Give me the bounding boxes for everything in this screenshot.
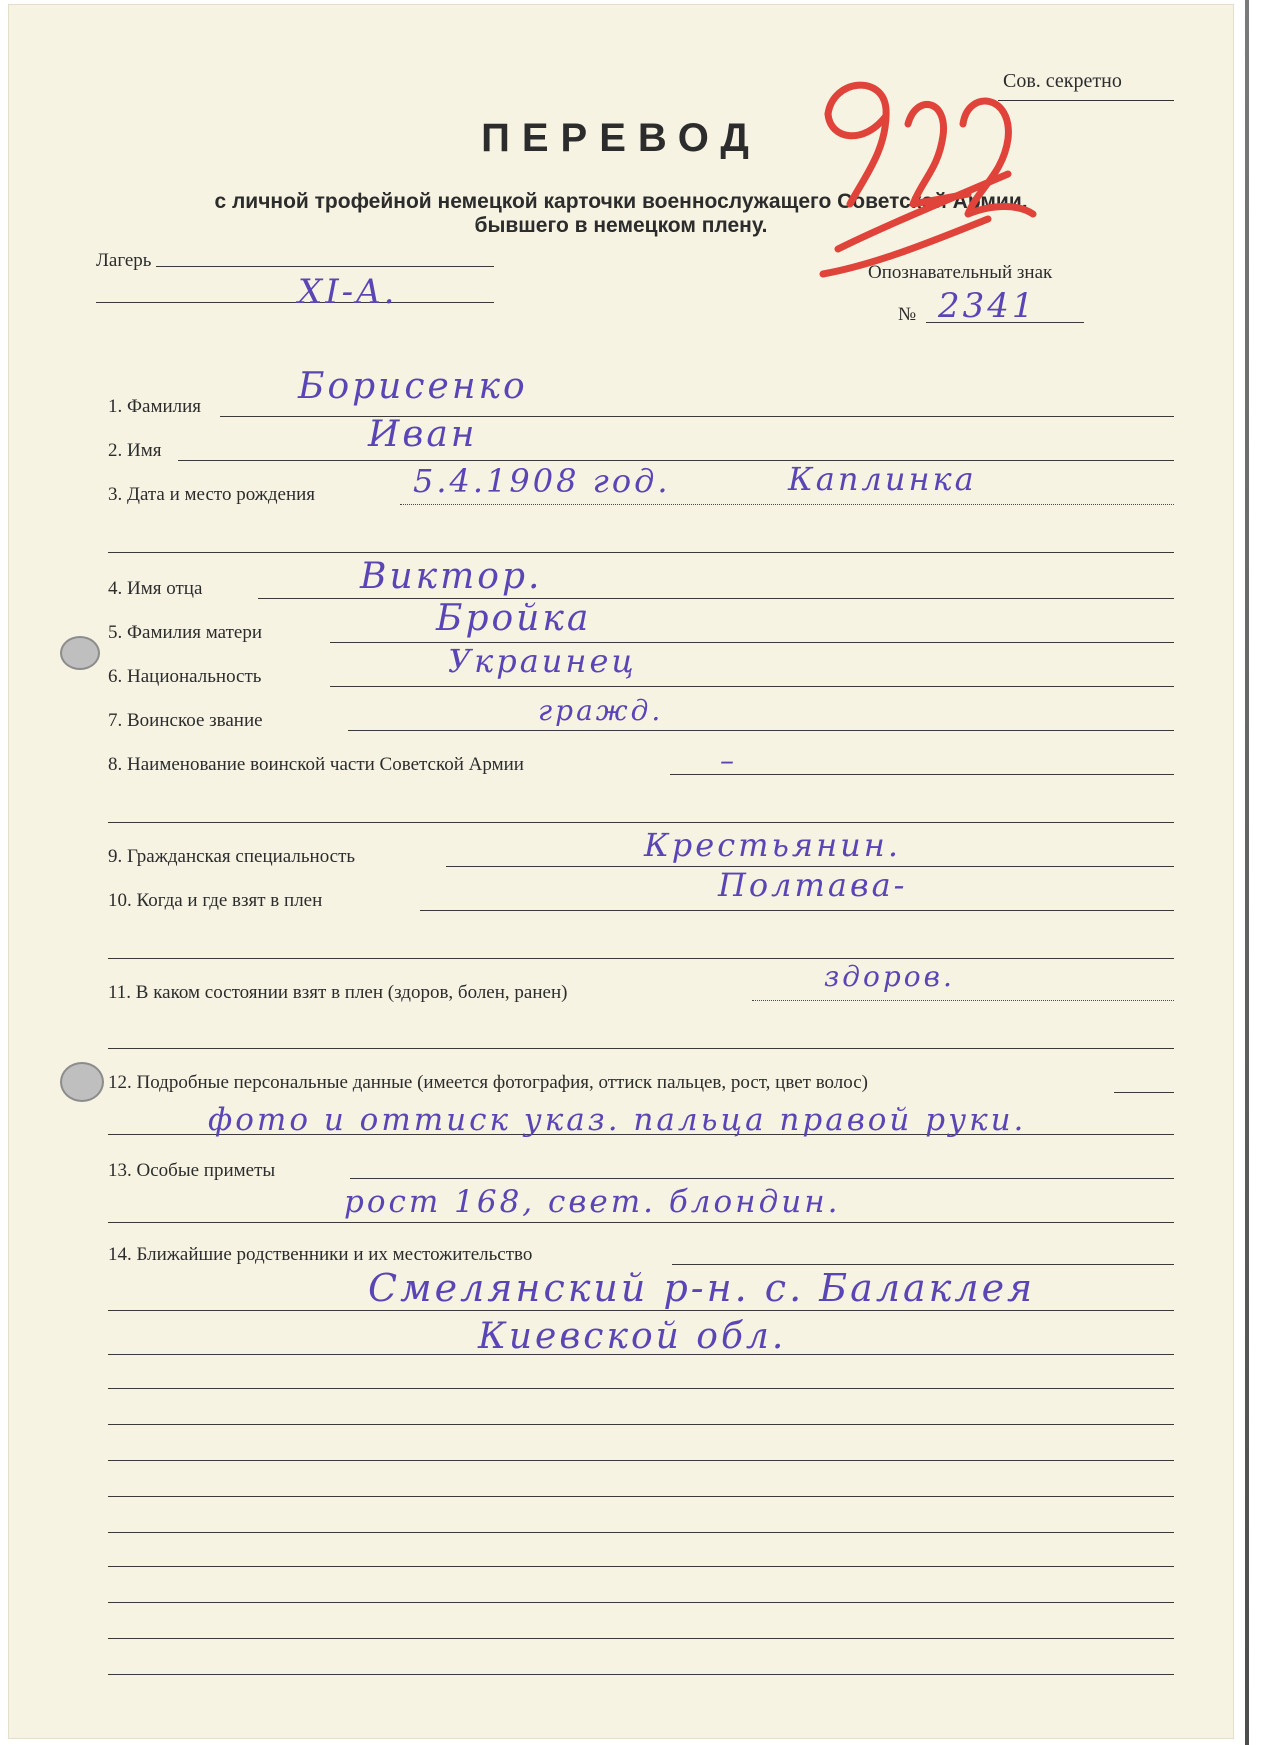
field-6-label: 6. Национальность xyxy=(108,666,262,687)
blank-line xyxy=(108,1388,1174,1389)
field-12-value: фото и оттиск указ. пальца правой руки. xyxy=(208,1102,1027,1138)
field-9-label: 9. Гражданская специальность xyxy=(108,846,356,867)
field-3-line xyxy=(400,504,1174,505)
camp-line-2 xyxy=(96,302,494,303)
field-7-line xyxy=(348,730,1174,731)
id-tag-value: 2341 xyxy=(938,286,1037,326)
field-11-value: здоров. xyxy=(824,960,955,993)
field-14-value-2: Киевской обл. xyxy=(478,1316,787,1357)
field-8-value: – xyxy=(720,744,737,777)
camp-line xyxy=(156,266,494,267)
classification-label: Сов. секретно xyxy=(1003,70,1122,92)
blank-line xyxy=(108,1354,1174,1355)
field-3-value: 5.4.1908 год. xyxy=(413,462,671,500)
field-2-value: Иван xyxy=(368,414,478,455)
field-11-label: 11. В каком состоянии взят в плен (здоров, болен, ранен) xyxy=(108,982,568,1003)
document-sheet xyxy=(8,4,1234,1739)
field-5-label: 5. Фамилия матери xyxy=(108,622,263,643)
blank-line xyxy=(108,1602,1174,1603)
punch-hole-top xyxy=(60,636,100,670)
field-10-label: 10. Когда и где взят в плен xyxy=(108,890,323,911)
subtitle-line-2: бывшего в немецком плену. xyxy=(474,214,768,237)
blank-line xyxy=(108,1674,1174,1675)
field-4-value: Виктор. xyxy=(360,556,543,597)
field-2-label: 2. Имя xyxy=(108,440,162,461)
field-3-label: 3. Дата и место рождения xyxy=(108,484,316,505)
field-5-value: Бройка xyxy=(436,598,592,639)
field-11-line xyxy=(752,1000,1174,1001)
blank-line xyxy=(108,1566,1174,1567)
field-7-label: 7. Воинское звание xyxy=(108,710,263,731)
field-10-line xyxy=(420,910,1174,911)
field-3-line-2 xyxy=(108,552,1174,553)
field-13-value: рост 168, свет. блондин. xyxy=(344,1184,841,1220)
scan-edge xyxy=(1245,0,1249,1745)
field-13-label: 13. Особые приметы xyxy=(108,1160,276,1181)
camp-label: Лагерь xyxy=(96,250,152,271)
punch-hole-bottom xyxy=(60,1062,104,1102)
id-tag-prefix: № xyxy=(898,304,917,325)
page-title: ПЕРЕВОД xyxy=(481,116,761,160)
field-8-line-2 xyxy=(108,822,1174,823)
field-4-line xyxy=(258,598,1174,599)
field-13-line-2 xyxy=(108,1222,1174,1223)
field-14-line xyxy=(672,1264,1174,1265)
field-1-line xyxy=(220,416,1174,417)
field-11-line-2 xyxy=(108,1048,1174,1049)
field-14-value: Смелянский р-н. с. Балаклея xyxy=(368,1266,1036,1310)
field-2-line xyxy=(178,460,1174,461)
blank-line xyxy=(108,1532,1174,1533)
field-6-value: Украинец xyxy=(448,642,637,680)
subtitle-line-1: с личной трофейной немецкой карточки военнослужащего Советской Армии, xyxy=(214,190,1028,213)
blank-line xyxy=(108,1638,1174,1639)
blank-line xyxy=(108,1424,1174,1425)
field-4-label: 4. Имя отца xyxy=(108,578,203,599)
field-7-value: гражд. xyxy=(538,694,664,727)
camp-value: XI-A. xyxy=(298,272,398,312)
field-1-value: Борисенко xyxy=(298,366,528,407)
field-10-value: Полтава- xyxy=(718,866,908,904)
field-13-line xyxy=(350,1178,1174,1179)
field-14-line-2 xyxy=(108,1310,1174,1311)
blank-line xyxy=(108,1460,1174,1461)
field-10-line-2 xyxy=(108,958,1174,959)
field-14-label: 14. Ближайшие родственники и их местожительство xyxy=(108,1244,533,1265)
field-8-line xyxy=(670,774,1174,775)
field-12-line xyxy=(1114,1092,1174,1093)
field-1-label: 1. Фамилия xyxy=(108,396,202,417)
field-9-value: Крестьянин. xyxy=(644,826,901,864)
id-tag-label: Опознавательный знак xyxy=(868,262,1053,283)
field-3-value-place: Каплинка xyxy=(788,460,977,498)
blank-line xyxy=(108,1496,1174,1497)
field-6-line xyxy=(330,686,1174,687)
field-8-label: 8. Наименование воинской части Советской Армии xyxy=(108,754,524,775)
field-12-label: 12. Подробные персональные данные (имеется фотография, оттиск пальцев, рост, цвет волос) xyxy=(108,1072,868,1093)
